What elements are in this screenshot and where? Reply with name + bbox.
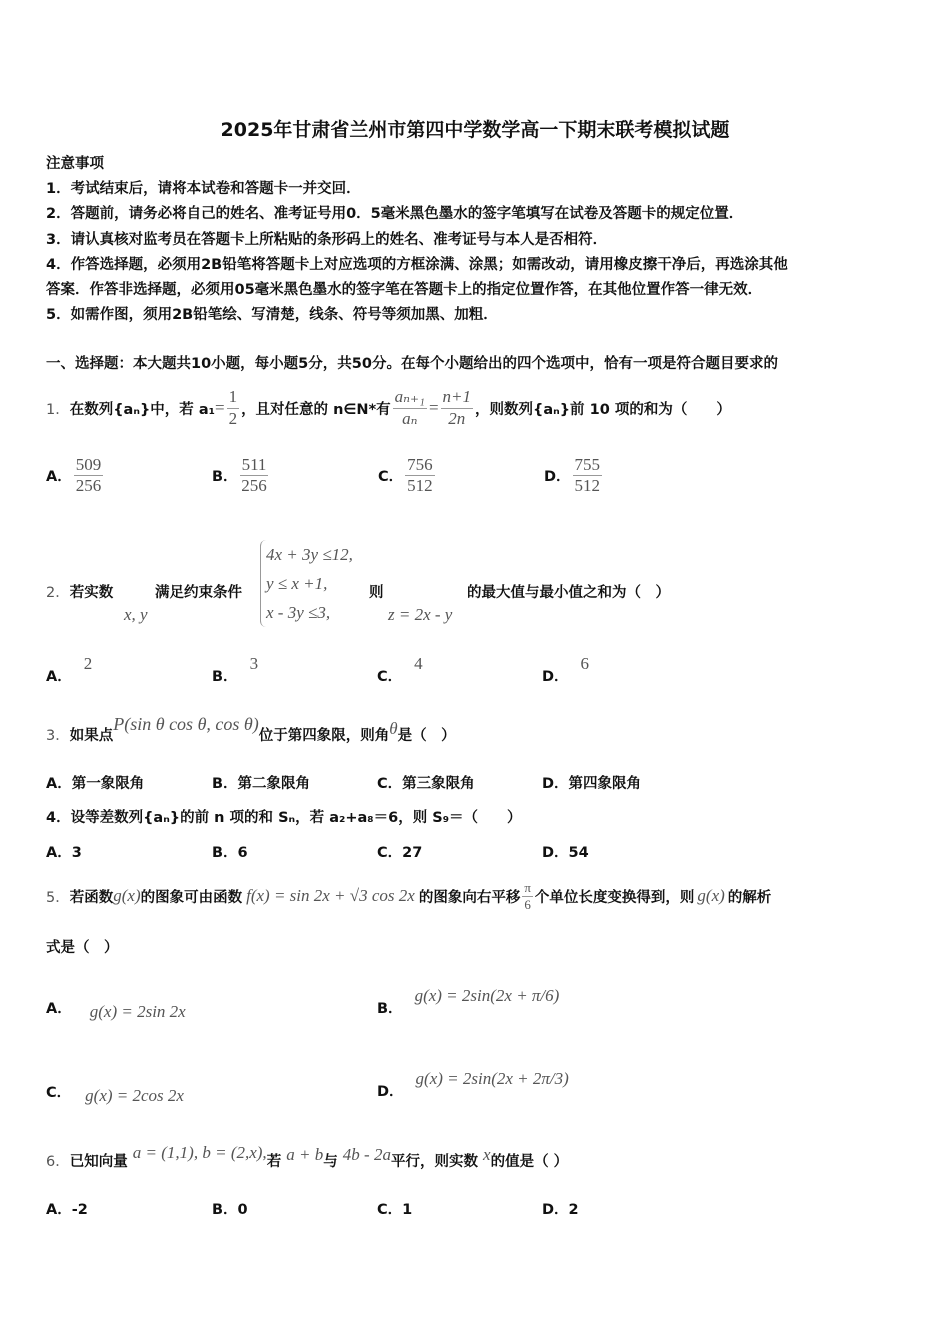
objective-function: z = 2x - y [388,605,453,624]
option-d[interactable]: D．2 [542,1202,579,1218]
question-2-number: 2．若实数 [46,585,114,601]
option-b[interactable]: B．3 [212,654,259,685]
notice-item: 2．答题前，请务必将自己的姓名、准考证号用0．5毫米黑色墨水的签字笔填写在试卷及答题卡的规定位置． [46,206,744,222]
option-d[interactable]: D．第四象限角 [542,776,642,792]
question-1: 1． 在数列{aₙ}中，若 a₁ = $\frac{1}{2}$ ，且对任意的 n∈N*有 $\frac{\text{aₙ₊₁}}{\text{aₙ}}$ = $\frac{n+1}{2n}$ ，则数列{aₙ}前 10 项的和为（ ） [46,387,731,428]
question-6: 6．已知向量 a = (1,1), b = (2,x),若 a + b与 4b - 2a平行，则实数 x的值是（ ） [46,1143,569,1170]
question-3: 3．如果点P(sin θ cos θ, cos θ)位于第四象限，则角θ是（ ） [46,714,456,744]
notice-item: 4．作答选择题，必须用2B铅笔将答题卡上对应选项的方框涂满、涂黑；如需改动，请用橡皮擦干净后，再选涂其他 [46,257,788,273]
option-b[interactable]: B．第二象限角 [212,776,311,792]
question-4: 4．设等差数列{aₙ}的前 n 项的和 Sₙ，若 a₂+a₈＝6，则 S₉＝（ ） [46,810,522,826]
option-a[interactable]: A．第一象限角 [46,776,145,792]
fraction: $\frac{1}{2}$ [228,387,238,428]
option-c[interactable]: C．1 [377,1202,413,1218]
option-a[interactable]: A． $\frac{509}{256}$ [46,455,102,496]
question-text: 式是（ ） [46,940,119,956]
option-b[interactable]: B．g(x) = 2sin(2x + π/6) [377,986,560,1017]
option-c[interactable]: C． g(x) = 2cos 2x [46,1085,184,1105]
option-a[interactable]: A．2 [46,654,93,685]
notice-item: 1．考试结束后，请将本试卷和答题卡一并交回． [46,181,361,197]
notice-item: 5．如需作图，须用2B铅笔绘、写清楚，线条、符号等须加黑、加粗． [46,307,498,323]
q1-options [46,455,746,497]
option-a[interactable]: A． g(x) = 2sin 2x [46,1001,186,1021]
question-text: ，且对任意的 n∈N*有 [241,401,391,418]
section-heading: 一、选择题：本大题共10小题，每小题5分，共50分。在每个小题给出的四个选项中，恰有一项是符合题目要求的 [46,356,778,372]
question-text: 的最大值与最小值之和为（ ） [467,585,670,601]
question-text: 在数列{aₙ}中，若 a₁ [69,401,215,418]
question-text: 则 [369,585,384,601]
option-a[interactable]: A．-2 [46,1202,88,1218]
option-c[interactable]: C． $\frac{756}{512}$ [378,455,433,496]
question-number: 1． [46,401,70,418]
question-text: 满足约束条件 [155,585,242,601]
option-d[interactable]: D．54 [542,845,589,861]
option-c[interactable]: C．第三象限角 [377,776,475,792]
notice-item: 答案．作答非选择题，必须用05毫米黑色墨水的签字笔在答题卡上的指定位置作答，在其他位置作答一律无效． [46,282,763,298]
option-d[interactable]: D．6 [542,654,590,685]
option-d[interactable]: D． $\frac{755}{512}$ [544,455,601,496]
option-b[interactable]: B． $\frac{511}{256}$ [212,455,267,496]
fraction: $\frac{\text{aₙ₊₁}}{\text{aₙ}}$ [394,387,425,428]
option-c[interactable]: C．27 [377,845,423,861]
option-a[interactable]: A．3 [46,845,82,861]
option-b[interactable]: B．0 [212,1202,248,1218]
point-expression: P(sin θ cos θ, cos θ) [113,714,259,734]
option-d[interactable]: D．g(x) = 2sin(2x + 2π/3) [377,1069,569,1100]
fraction: $\frac{n+1}{2n}$ [442,387,472,428]
option-b[interactable]: B．6 [212,845,248,861]
constraint-system: 4x + 3y ≤12, y ≤ x +1, x - 3y ≤3, [260,540,353,627]
option-c[interactable]: C．4 [377,654,423,685]
math: = [214,398,225,417]
notice-heading: 注意事项 [46,156,104,172]
math-vars: x, y [124,605,148,624]
question-text: ，则数列{aₙ}前 10 项的和为（ ） [475,401,731,418]
notice-item: 3．请认真核对监考员在答题卡上所粘贴的条形码上的姓名、准考证号与本人是否相符． [46,232,608,248]
page-title: 2025年甘肃省兰州市第四中学数学高一下期末联考模拟试题 [220,119,730,141]
question-5: 5． 若函数 g(x) 的图象可由函数 f(x) = sin 2x + √3 cos 2x 的图象向右平移 $\frac{\pi}{6}$ 个单位长度变换得到，则 g(x) 的解析 [46,879,772,912]
